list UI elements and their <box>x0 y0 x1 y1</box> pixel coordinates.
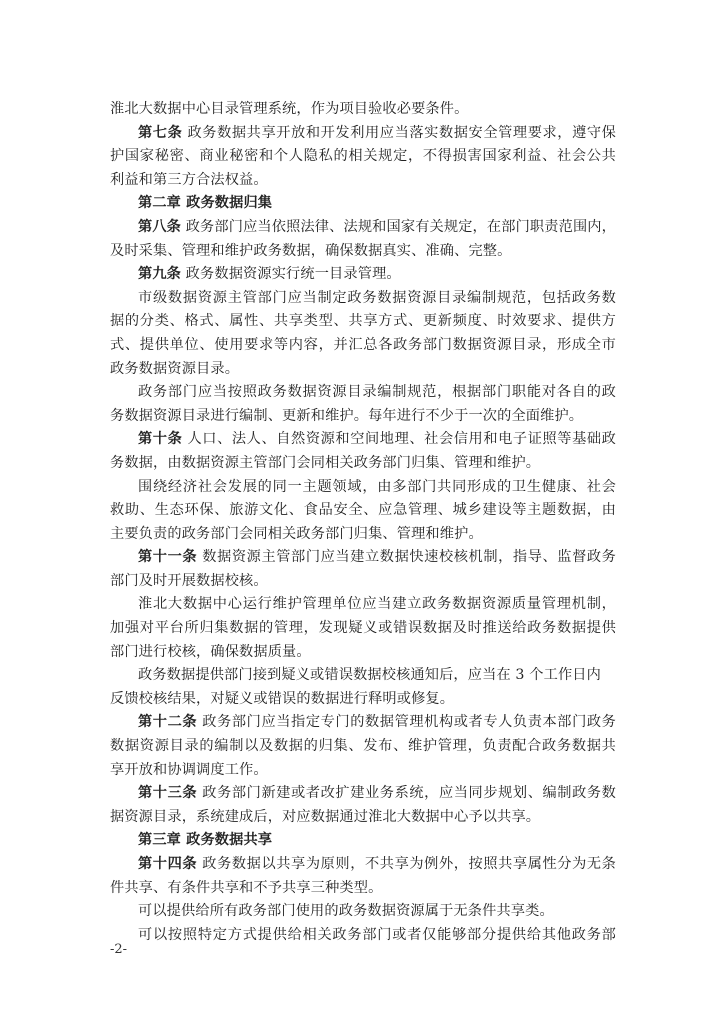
text-line: 件共享、有条件共享和不予共享三种类型。 <box>110 879 383 896</box>
text-line: 政务数据资源目录。 <box>110 360 240 377</box>
text-line: 反馈校核结果，对疑义或错误的数据进行释明或修复。 <box>110 690 455 707</box>
text-line: 数据资源目录的编制以及数据的归集、发布、维护管理，负责配合政务数据共 <box>110 738 616 755</box>
article-heading: 第十二条 <box>138 714 198 731</box>
text-line: 务数据，由数据资源主管部门会同相关政务部门归集、管理和维护。 <box>110 454 541 471</box>
article-11-line: 第十一条 数据资源主管部门应当建立数据快速校核机制，指导、监督政务 <box>138 549 616 566</box>
text-line: 护国家秘密、商业秘密和个人隐私的相关规定，不得损害国家利益、社会公共 <box>110 148 616 165</box>
text-line: 享开放和协调调度工作。 <box>110 761 268 778</box>
text-line: 据的分类、格式、属性、共享类型、共享方式、更新频度、时效要求、提供方 <box>110 313 616 330</box>
chapter-3-heading: 第三章 政务数据共享 <box>138 832 273 849</box>
article-heading: 第八条 <box>138 218 182 235</box>
article-9-line: 第九条 政务数据资源实行统一目录管理。 <box>138 266 401 283</box>
article-heading: 第十一条 <box>138 549 198 566</box>
article-10-line: 第十条 人口、法人、自然资源和空间地理、社会信用和电子证照等基础政 <box>138 431 617 448</box>
page-number: -2- <box>110 942 128 957</box>
text-line: 救助、生态环保、旅游文化、食品安全、应急管理、城乡建设等主题数据，由 <box>110 502 616 519</box>
text-line: 及时采集、管理和维护政务数据，确保数据真实、准确、完整。 <box>110 242 512 259</box>
article-8-line: 第八条 政务部门应当依照法律、法规和国家有关规定，在部门职责范围内， <box>138 218 616 235</box>
text-line: 可以按照特定方式提供给相关政务部门或者仅能够部分提供给其他政务部 <box>138 926 616 943</box>
text-line: 淮北大数据中心目录管理系统，作为项目验收必要条件。 <box>110 101 469 117</box>
text-line: 市级数据资源主管部门应当制定政务数据资源目录编制规范，包括政务数 <box>138 289 616 306</box>
article-heading: 第十条 <box>138 431 183 448</box>
article-7-line: 第七条 政务数据共享开放和开发利用应当落实数据安全管理要求，遵守保 <box>138 124 617 141</box>
text-line: 政务部门应当按照政务数据资源目录编制规范，根据部门职能对各自的政 <box>138 384 616 401</box>
text-line: 淮北大数据中心运行维护管理单位应当建立政务数据资源质量管理机制， <box>138 596 616 613</box>
article-heading: 第十三条 <box>138 785 198 802</box>
article-13-line: 第十三条 政务部门新建或者改扩建业务系统，应当同步规划、编制政务数 <box>138 785 616 802</box>
article-14-line: 第十四条 政务数据以共享为原则，不共享为例外，按照共享属性分为无条 <box>138 856 616 872</box>
text-line: 部门及时开展数据校核。 <box>110 572 268 589</box>
text-line: 加强对平台所归集数据的管理，发现疑义或错误数据及时推送给政务数据提供 <box>110 620 616 637</box>
text-line: 政务数据提供部门接到疑义或错误数据校核通知后，应当在 3 个工作日内 <box>138 667 601 684</box>
text-line: 利益和第三方合法权益。 <box>110 171 268 188</box>
article-heading: 第九条 <box>138 266 182 283</box>
article-heading: 第七条 <box>138 124 183 141</box>
article-12-line: 第十二条 政务部门应当指定专门的数据管理机构或者专人负责本部门政务 <box>138 714 616 731</box>
article-heading: 第十四条 <box>138 856 198 872</box>
text-line: 可以提供给所有政务部门使用的政务数据资源属于无条件共享类。 <box>138 903 554 920</box>
text-line: 据资源目录，系统建成后，对应数据通过淮北大数据中心予以共享。 <box>110 808 541 825</box>
document-body <box>110 98 616 947</box>
text-line: 围绕经济社会发展的同一主题领域，由多部门共同形成的卫生健康、社会 <box>138 478 616 495</box>
text-line: 部门进行校核，确保数据质量。 <box>110 643 311 660</box>
text-line: 主要负责的政务部门会同相关政务部门归集、管理和维护。 <box>110 525 483 542</box>
text-line: 式、提供单位、使用要求等内容，并汇总各政务部门数据资源目录，形成全市 <box>110 336 616 353</box>
text-line: 务数据资源目录进行编制、更新和维护。每年进行不少于一次的全面维护。 <box>110 407 584 424</box>
chapter-2-heading: 第二章 政务数据归集 <box>138 195 273 212</box>
